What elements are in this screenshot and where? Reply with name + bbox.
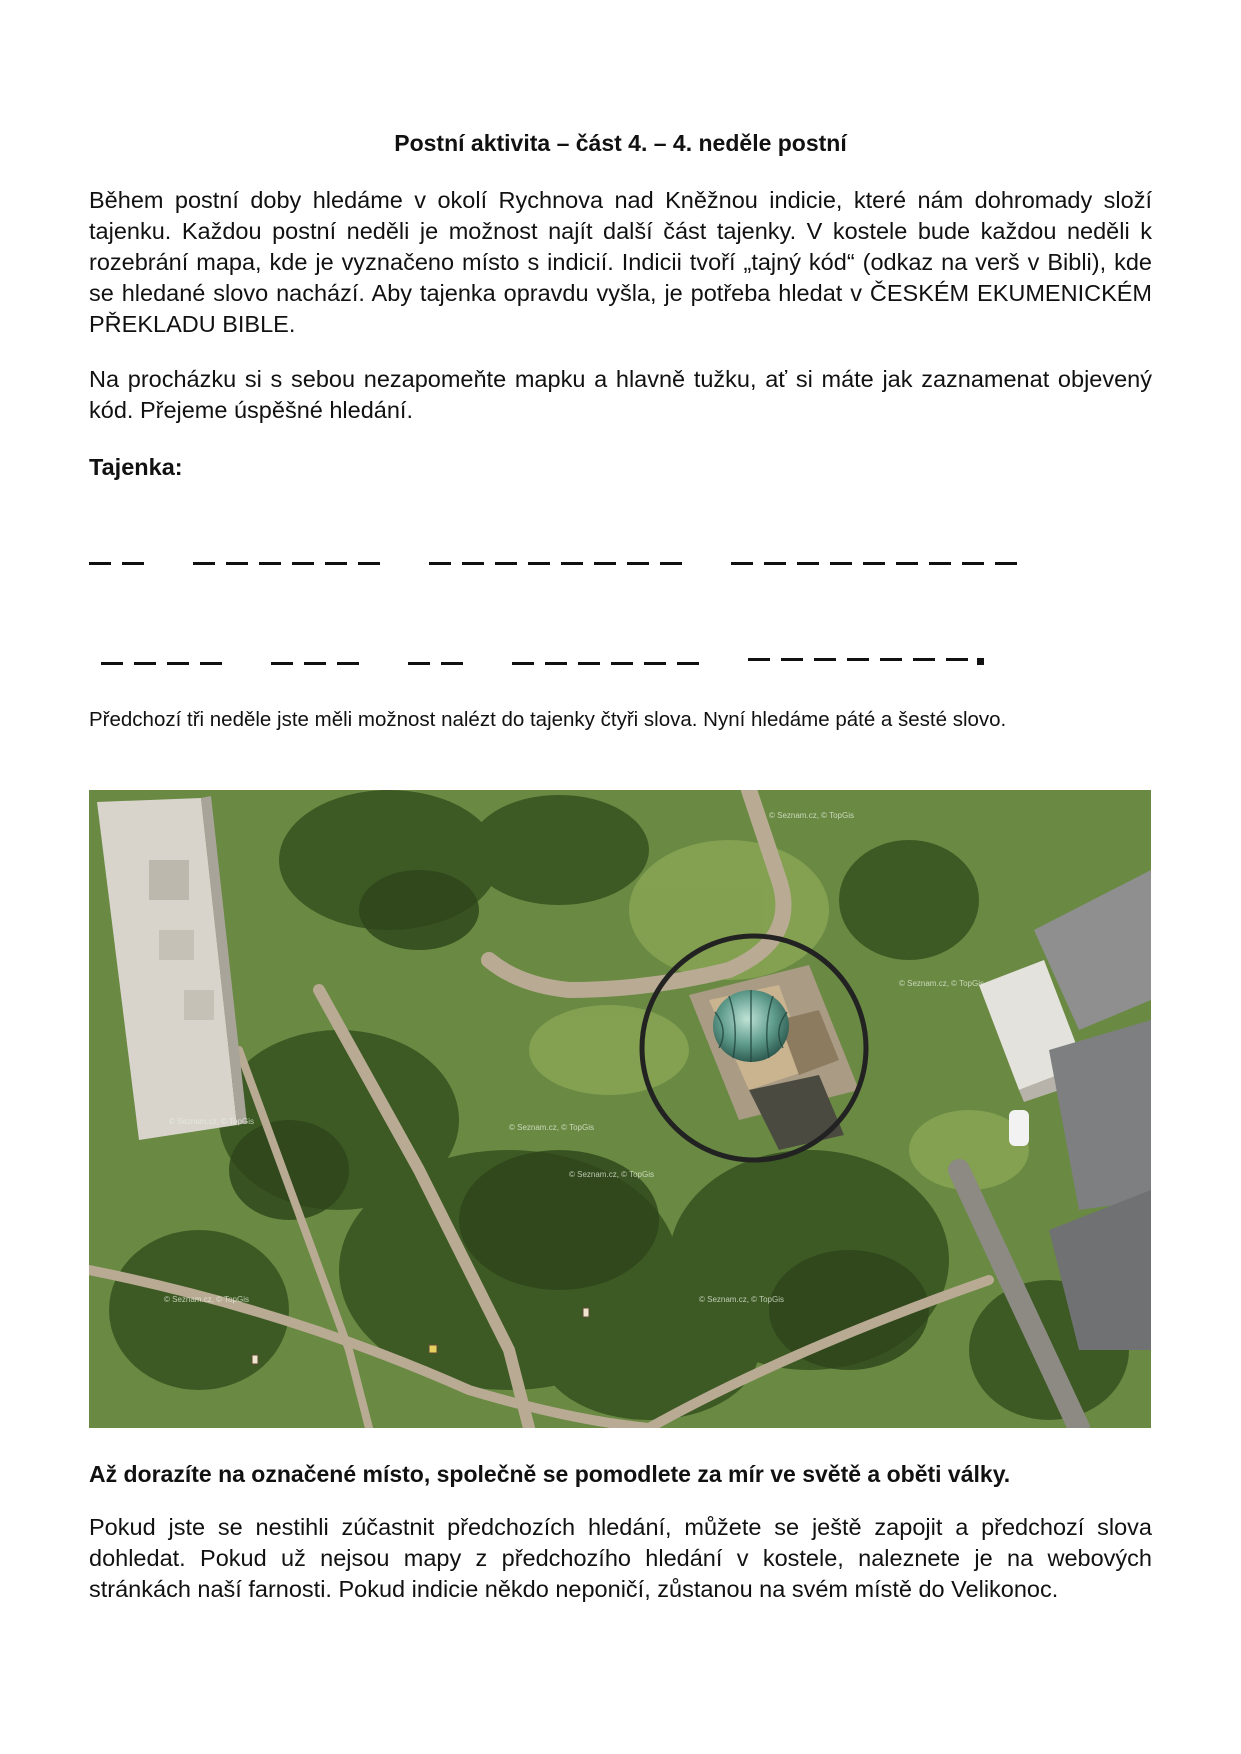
letter-blank [304, 662, 326, 665]
previous-weeks-note: Předchozí tři neděle jste měli možnost nalézt do tajenky čtyři slova. Nyní hledáme páté a šesté slovo. [89, 708, 1007, 731]
letter-blank [122, 562, 144, 565]
puzzle-word-3 [429, 562, 693, 565]
puzzle-word-1 [101, 662, 233, 665]
puzzle-word-5 [748, 658, 984, 665]
letter-blank [962, 562, 984, 565]
letter-blank [408, 662, 430, 665]
walk-note-paragraph: Na procházku si s sebou nezapomeňte mapku a hlavně tužku, ať si máte jak zaznamenat objevený kód. Přejeme úspěšné hledání. [89, 366, 1152, 423]
puzzle-word-1 [89, 562, 155, 565]
letter-blank [660, 562, 682, 565]
letter-blank [512, 662, 534, 665]
puzzle-row-2 [101, 635, 984, 665]
letter-blank [611, 662, 633, 665]
letter-blank [292, 562, 314, 565]
svg-text:© Seznam.cz, © TopGis: © Seznam.cz, © TopGis [169, 1117, 255, 1126]
letter-blank [462, 562, 484, 565]
letter-blank [913, 658, 935, 661]
letter-blank [946, 658, 968, 661]
letter-blank [561, 562, 583, 565]
letter-blank [134, 662, 156, 665]
prayer-instruction: Až dorazíte na označené místo, společně se pomodlete za mír ve světě a oběti války. [89, 1461, 1011, 1487]
letter-blank [226, 562, 248, 565]
letter-blank [101, 662, 123, 665]
letter-blank [429, 562, 451, 565]
letter-blank [764, 562, 786, 565]
svg-text:© Seznam.cz, © TopGis: © Seznam.cz, © TopGis [509, 1123, 595, 1132]
letter-blank [896, 562, 918, 565]
letter-blank [814, 658, 836, 661]
letter-blank [495, 562, 517, 565]
letter-blank [358, 562, 380, 565]
letter-blank [594, 562, 616, 565]
svg-text:© Seznam.cz, © TopGis: © Seznam.cz, © TopGis [164, 1295, 250, 1304]
letter-blank [528, 562, 550, 565]
svg-text:© Seznam.cz, © TopGis: © Seznam.cz, © TopGis [899, 979, 985, 988]
intro-paragraph: Během postní doby hledáme v okolí Rychnova nad Kněžnou indicie, které nám dohromady složí tajenku. Každou postní neděli je možnost najít další část tajenky. V kostele bude každou neděli k rozebrání mapa, kde je vyznačeno místo s indicií. Indicii tvoří „tajný kód“ (odkaz na verš v Bibli), kde se hledané slovo nachází. Aby tajenka opravdu vyšla, je potřeba hledat v ČESKÉM EKUMENICKÉM PŘEKLADU BIBLE. [89, 187, 1152, 337]
puzzle-word-3 [408, 662, 474, 665]
letter-blank [578, 662, 600, 665]
letter-blank [325, 562, 347, 565]
letter-blank [259, 562, 281, 565]
puzzle-word-4 [512, 662, 710, 665]
svg-text:© Seznam.cz, © TopGis: © Seznam.cz, © TopGis [699, 1295, 785, 1304]
letter-blank [863, 562, 885, 565]
letter-blank [847, 658, 869, 661]
letter-blank [200, 662, 222, 665]
aerial-map [89, 790, 1151, 1428]
puzzle-word-2 [193, 562, 391, 565]
letter-blank [929, 562, 951, 565]
puzzle-word-4 [731, 562, 1028, 565]
puzzle-period [977, 658, 984, 665]
letter-blank [271, 662, 293, 665]
puzzle-word-2 [271, 662, 370, 665]
page-title: Postní aktivita – část 4. – 4. neděle postní [394, 130, 847, 156]
letter-blank [995, 562, 1017, 565]
closing-paragraph: Pokud jste se nestihli zúčastnit předchozích hledání, můžete se ještě zapojit a předchozí slova dohledat. Pokud už nejsou mapy z předchozího hledání v kostele, naleznete je na webových stránkách naší farnosti. Pokud indicie někdo neponičí, zůstanou na svém místě do Velikonoc. [89, 1514, 1152, 1602]
letter-blank [880, 658, 902, 661]
letter-blank [644, 662, 666, 665]
letter-blank [627, 562, 649, 565]
letter-blank [337, 662, 359, 665]
letter-blank [830, 562, 852, 565]
letter-blank [677, 662, 699, 665]
map-watermark: © Seznam.cz, © TopGis [769, 811, 855, 820]
svg-text:© Seznam.cz, © TopGis: © Seznam.cz, © TopGis [569, 1170, 655, 1179]
letter-blank [89, 562, 111, 565]
letter-blank [193, 562, 215, 565]
letter-blank [167, 662, 189, 665]
letter-blank [731, 562, 753, 565]
puzzle-label: Tajenka: [89, 454, 183, 480]
letter-blank [797, 562, 819, 565]
letter-blank [781, 658, 803, 661]
letter-blank [748, 658, 770, 661]
letter-blank [545, 662, 567, 665]
puzzle-row-1 [89, 535, 1066, 565]
letter-blank [441, 662, 463, 665]
